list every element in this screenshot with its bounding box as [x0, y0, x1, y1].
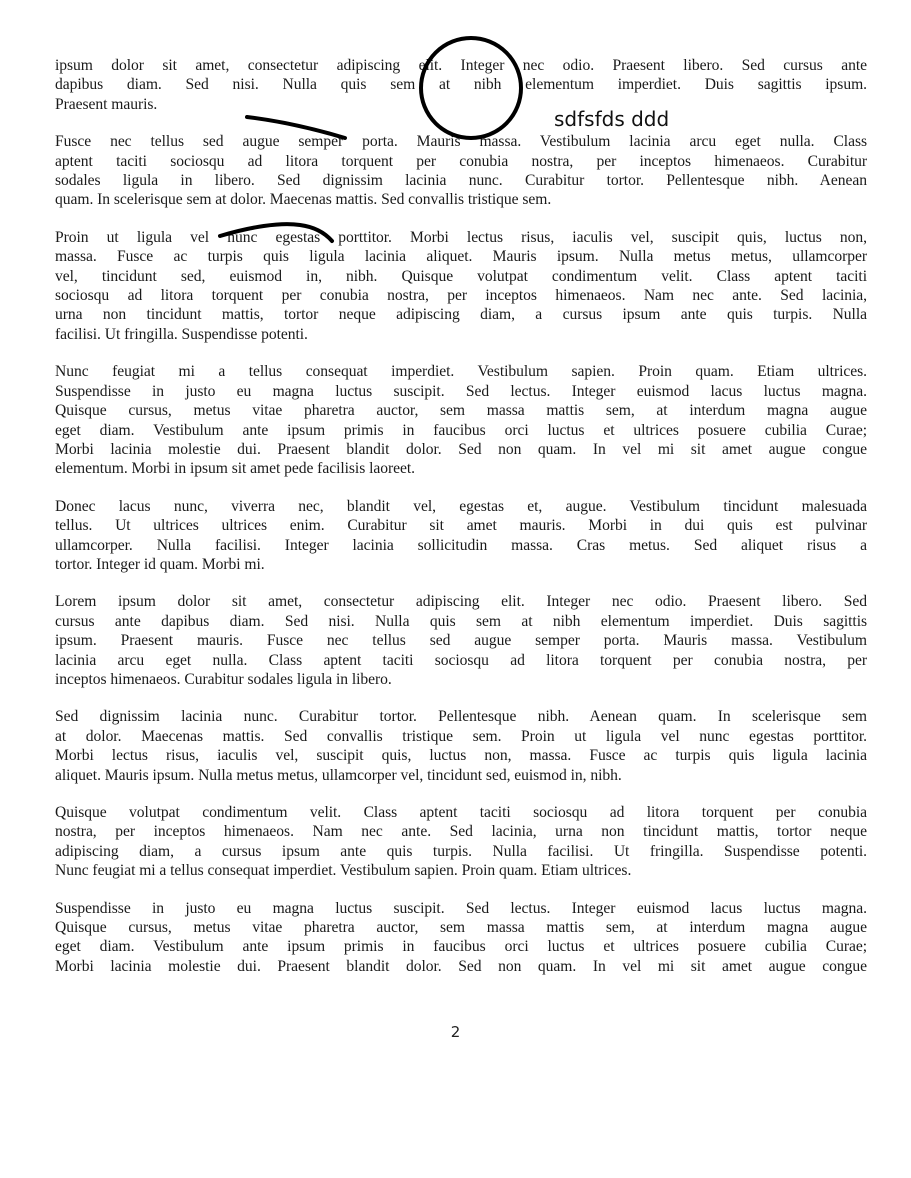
- text-line: adipiscing diam, a cursus ipsum ante quis turpis. Nulla facilisi. Ut fringilla. Suspendisse potenti.: [55, 842, 867, 860]
- text-line: inceptos himenaeos. Curabitur sodales ligula in libero.: [55, 670, 392, 688]
- text-line: Donec lacus nunc, viverra nec, blandit vel, egestas et, augue. Vestibulum tincidunt malesuada: [55, 497, 867, 515]
- text-line: Fusce nec tellus sed augue semper porta. Mauris massa. Vestibulum lacinia arcu eget nulla. Class: [55, 133, 867, 151]
- paragraph-2: [55, 132, 867, 210]
- text-line: ipsum. Praesent mauris. Fusce nec tellus sed augue semper porta. Mauris massa. Vestibulum: [55, 632, 867, 650]
- paragraph-6: [55, 592, 867, 689]
- text-line: Sed dignissim lacinia nunc. Curabitur tortor. Pellentesque nibh. Aenean quam. In scelerisque sem: [55, 708, 867, 726]
- text-line: Lorem ipsum dolor sit amet, consectetur adipiscing elit. Integer nec odio. Praesent libero. Sed: [55, 593, 867, 611]
- text-line: Nunc feugiat mi a tellus consequat imperdiet. Vestibulum sapien. Proin quam. Etiam ultrices.: [55, 862, 632, 880]
- text-line: vel, tincidunt sed, euismod in, nibh. Quisque volutpat condimentum velit. Class aptent taciti: [55, 267, 867, 285]
- paragraph-5: [55, 497, 867, 575]
- paragraph-1: [55, 56, 867, 114]
- text-line: lacinia arcu eget nulla. Class aptent taciti sociosqu ad litora torquent per conubia nostra, per: [55, 651, 867, 669]
- text-line: Nunc feugiat mi a tellus consequat imperdiet. Vestibulum sapien. Proin quam. Etiam ultrices.: [55, 363, 867, 381]
- handwritten-note[interactable]: sdfsfds ddd: [554, 107, 670, 131]
- paragraph-8: [55, 803, 867, 881]
- text-line: aliquet. Mauris ipsum. Nulla metus metus, ullamcorper vel, tincidunt sed, euismod in, nibh.: [55, 766, 622, 784]
- text-line: quam. In scelerisque sem at dolor. Maecenas mattis. Sed convallis tristique sem.: [55, 191, 552, 209]
- text-line: Quisque volutpat condimentum velit. Class aptent taciti sociosqu ad litora torquent per conubia: [55, 804, 867, 821]
- text-line: ipsum dolor sit amet, consectetur adipiscing elit. Integer nec odio. Praesent libero. Sed cursus ante: [55, 57, 867, 74]
- text-line: elementum. Morbi in ipsum sit amet pede facilisis laoreet.: [55, 460, 415, 478]
- text-line: massa. Fusce ac turpis quis ligula lacinia aliquet. Mauris ipsum. Nulla metus metus, ullamcorper: [55, 248, 867, 266]
- text-line: eget diam. Vestibulum ante ipsum primis in faucibus orci luctus et ultrices posuere cubilia Curae;: [55, 938, 867, 956]
- text-line: Morbi lectus risus, iaculis vel, suscipit quis, luctus non, massa. Fusce ac turpis quis ligula lacinia: [55, 747, 867, 765]
- text-line: urna non tincidunt mattis, tortor neque adipiscing diam, a cursus ipsum ante quis turpis. Nulla: [55, 306, 867, 324]
- text-line: nostra, per inceptos himenaeos. Nam nec ante. Sed lacinia, urna non tincidunt mattis, tortor neque: [55, 823, 867, 841]
- paragraph-3: [55, 228, 867, 344]
- text-line: facilisi. Ut fringilla. Suspendisse potenti.: [55, 325, 308, 343]
- text-line: at dolor. Maecenas mattis. Sed convallis tristique sem. Proin ut ligula vel nunc egestas porttitor.: [55, 727, 867, 745]
- text-line: tortor. Integer id quam. Morbi mi.: [55, 555, 265, 573]
- text-line: tellus. Ut ultrices ultrices enim. Curabitur sit amet mauris. Morbi in dui quis est pulvinar: [55, 517, 867, 535]
- text-line: eget diam. Vestibulum ante ipsum primis in faucibus orci luctus et ultrices posuere cubilia Curae;: [55, 421, 867, 439]
- document-body: [55, 56, 867, 994]
- text-line: aptent taciti sociosqu ad litora torquent per conubia nostra, per inceptos himenaeos. Curabitur: [55, 152, 867, 170]
- text-line: Suspendisse in justo eu magna luctus suscipit. Sed lectus. Integer euismod lacus luctus magna.: [55, 382, 867, 400]
- text-line: dapibus diam. Sed nisi. Nulla quis sem at nibh elementum imperdiet. Duis sagittis ipsum.: [55, 76, 867, 94]
- text-line: Proin ut ligula vel nunc egestas porttitor. Morbi lectus risus, iaculis vel, suscipit quis, luctus non,: [55, 228, 867, 246]
- text-line: sodales ligula in libero. Sed dignissim lacinia nunc. Curabitur tortor. Pellentesque nibh. Aenean: [55, 172, 867, 190]
- paragraph-9: [55, 899, 867, 977]
- text-line: Morbi lacinia molestie dui. Praesent blandit dolor. Sed non quam. In vel mi sit amet augue congue: [55, 957, 867, 975]
- page-number: 2: [450, 1023, 461, 1041]
- text-line: ullamcorper. Nulla facilisi. Integer lacinia sollicitudin massa. Cras metus. Sed aliquet risus a: [55, 536, 867, 554]
- paragraph-7: [55, 707, 867, 785]
- text-line: cursus ante dapibus diam. Sed nisi. Nulla quis sem at nibh elementum imperdiet. Duis sagittis: [55, 612, 867, 630]
- text-line: Praesent mauris.: [55, 95, 158, 113]
- text-line: sociosqu ad litora torquent per conubia nostra, per inceptos himenaeos. Nam nec ante. Sed lacinia,: [55, 287, 867, 305]
- text-line: Quisque cursus, metus vitae pharetra auctor, sem massa mattis sem, at interdum magna augue: [55, 919, 867, 937]
- paragraph-4: [55, 362, 867, 478]
- text-line: Suspendisse in justo eu magna luctus suscipit. Sed lectus. Integer euismod lacus luctus magna.: [55, 899, 867, 917]
- text-line: Quisque cursus, metus vitae pharetra auctor, sem massa mattis sem, at interdum magna augue: [55, 402, 867, 420]
- text-line: Morbi lacinia molestie dui. Praesent blandit dolor. Sed non quam. In vel mi sit amet augue congue: [55, 440, 867, 458]
